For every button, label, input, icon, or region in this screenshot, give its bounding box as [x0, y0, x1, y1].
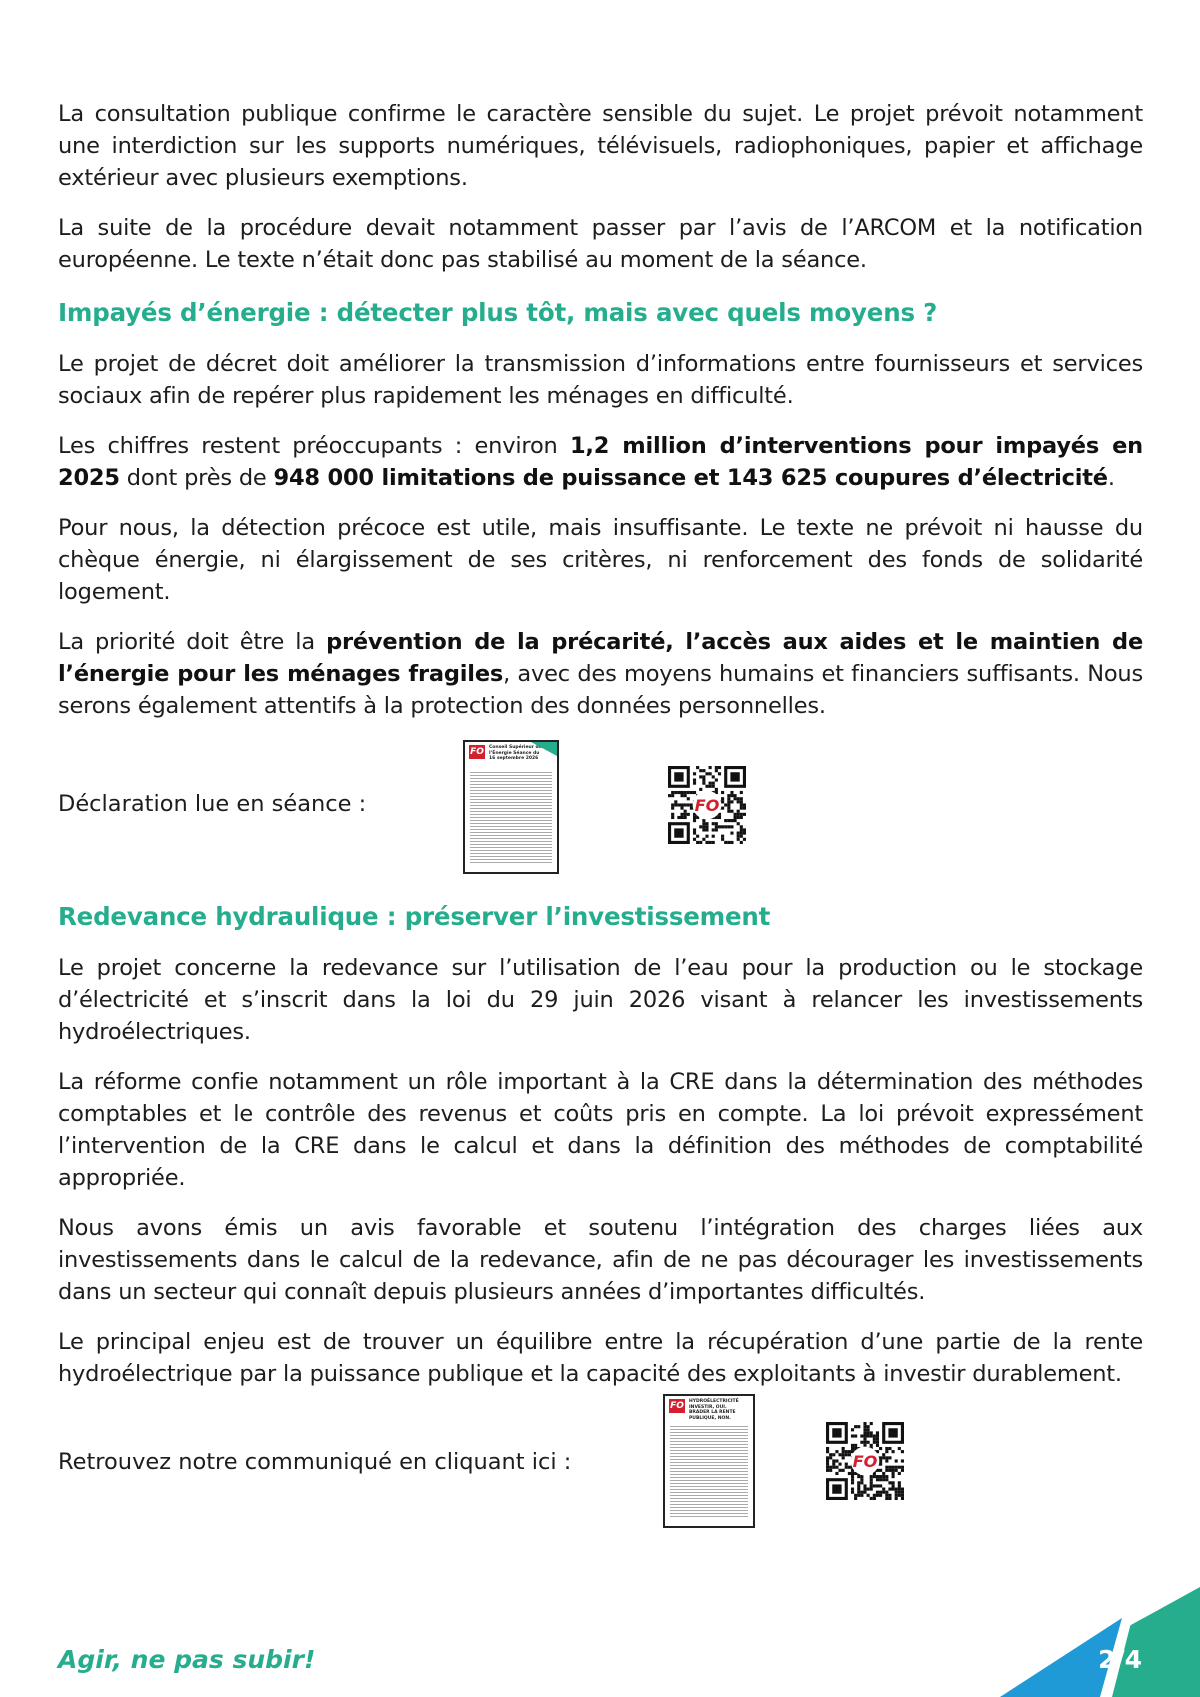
svg-text:FO: FO	[852, 1451, 878, 1471]
corner-decoration-icon	[1000, 1587, 1200, 1697]
footer-slogan: Agir, ne pas subir!	[58, 1645, 316, 1674]
qr-code-icon[interactable]	[826, 1422, 904, 1500]
section-heading-energie: Impayés d’énergie : détecter plus tôt, mais avec quels moyens ?	[58, 298, 938, 327]
paragraph: La consultation publique confirme le caractère sensible du sujet. Le projet prévoit notamment une interdiction sur les supports numériques, télévisuels, radiophoniques, papier et affichage extérieur avec plusieurs exemptions.	[58, 101, 1143, 191]
paragraph: Pour nous, la détection précoce est utile, mais insuffisante. Le texte ne prévoit ni hausse du chèque énergie, ni élargissement de ses critères, ni renforcement des fonds de solidarité logement.	[58, 515, 1143, 605]
paragraph: Le principal enjeu est de trouver un équilibre entre la récupération d’une partie de la rente hydroélectrique par la puissance publique et la capacité des exploitants à investir durablement.	[58, 1329, 1143, 1387]
paragraph: Nous avons émis un avis favorable et soutenu l’intégration des charges liées aux investissements dans le calcul de la redevance, afin de ne pas décourager les investissements dans un secteur qui connaît depuis plusieurs années d’importantes difficultés.	[58, 1215, 1143, 1305]
paragraph: La suite de la procédure devait notamment passer par l’avis de l’ARCOM et la notification européenne. Le texte n’était donc pas stabilisé au moment de la séance.	[58, 215, 1143, 273]
declaration-row	[58, 740, 1143, 880]
qr-code-icon[interactable]	[668, 766, 746, 844]
thumbnail-title: Conseil Supérieur de l’Énergie Séance du 16 septembre 2026	[489, 745, 542, 761]
communique-document-thumbnail[interactable]	[663, 1394, 755, 1528]
svg-text:FO: FO	[694, 795, 720, 815]
declaration-label: Déclaration lue en séance :	[58, 791, 367, 817]
paragraph-priority: La priorité doit être la prévention de la précarité, l’accès aux aides et le maintien de l’énergie pour les ménages fragiles, avec des moyens humains et financiers suffisants. Nous serons également attentifs à la protection des données personnelles.	[58, 629, 1144, 719]
page-content	[58, 98, 1143, 1540]
fo-logo-icon: FO	[470, 747, 484, 757]
paragraph: La réforme confie notamment un rôle important à la CRE dans la détermination des méthodes comptables et le contrôle des revenus et coûts pris en compte. La loi prévoit expressément l’intervention de la CRE dans le calcul et dans la définition des méthodes de comptabilité appropriée.	[58, 1069, 1143, 1191]
communique-row	[58, 1394, 1143, 1528]
section-heading-hydro: Redevance hydraulique : préserver l’investissement	[58, 902, 771, 931]
declaration-document-thumbnail[interactable]	[463, 740, 559, 874]
fo-logo-icon: FO	[670, 1401, 684, 1411]
page-number: 2/4	[1098, 1645, 1142, 1674]
paragraph: Le projet concerne la redevance sur l’utilisation de l’eau pour la production ou le stockage d’électricité et s’inscrit dans la loi du 29 juin 2026 visant à relancer les investissements hydroélectriques.	[58, 955, 1143, 1045]
paragraph: Le projet de décret doit améliorer la transmission d’informations entre fournisseurs et services sociaux afin de repérer plus rapidement les ménages en difficulté.	[58, 351, 1143, 409]
communique-label[interactable]: Retrouvez notre communiqué en cliquant ici :	[58, 1449, 572, 1475]
thumbnail-title: HYDROÉLECTRICITÉ INVESTIR, OUI. BRADER LA RENTE PUBLIQUE, NON.	[689, 1399, 739, 1421]
paragraph-figures: Les chiffres restent préoccupants : environ 1,2 million d’interventions pour impayés en 2025 dont près de 948 000 limitations de puissance et 143 625 coupures d’électricité.	[58, 433, 1143, 491]
